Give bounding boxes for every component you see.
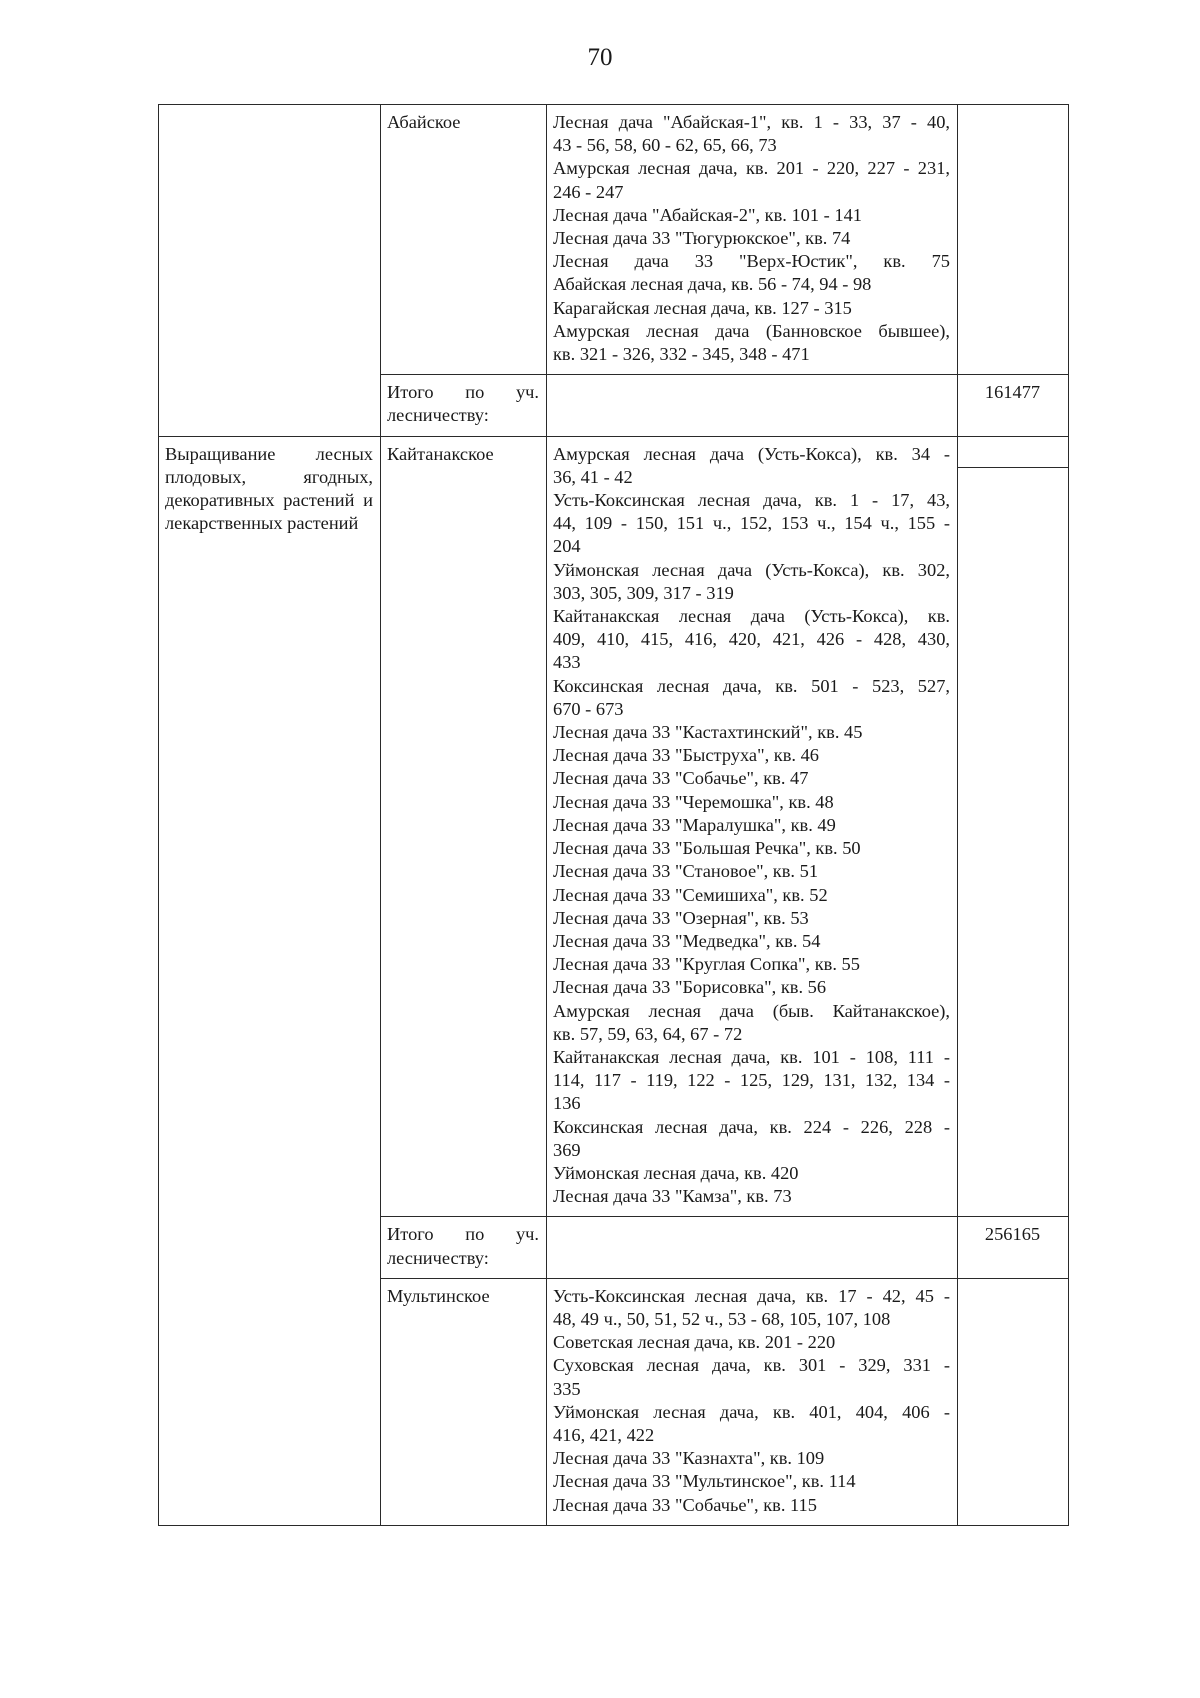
- forest-area-line: Суховская лесная дача, кв. 301 - 329, 331 -: [553, 1355, 950, 1376]
- total-label-line2: лесничеству:: [387, 1247, 489, 1268]
- forest-area-line: Усть-Коксинская лесная дача, кв. 1 - 17, 43,: [553, 490, 950, 511]
- forest-area-line: Амурская лесная дача (Банновское бывшее),: [553, 320, 950, 341]
- total-label-line1: [387, 381, 539, 404]
- forest-area-line: Лесная дача "Абайская-1", кв. 1 - 33, 37 - 40,: [553, 112, 950, 132]
- total-label-word: Итого: [387, 1224, 434, 1245]
- cell-divider: [958, 467, 1068, 468]
- forest-area-line: Лесная дача 33 "Казнахта", кв. 109: [553, 1448, 825, 1469]
- forest-area-line: Карагайская лесная дача, кв. 127 - 315: [553, 297, 852, 318]
- forest-area-line: Лесная дача 33 "Камза", кв. 73: [553, 1186, 792, 1207]
- total-value: 161477: [958, 375, 1069, 436]
- forest-area-line: кв. 57, 59, 63, 64, 67 - 72: [553, 1023, 743, 1044]
- forest-area-line: Лесная дача 33 "Круглая Сопка", кв. 55: [553, 954, 860, 975]
- total-label-word: уч.: [515, 1224, 539, 1245]
- forest-area-line: Советская лесная дача, кв. 201 - 220: [553, 1332, 836, 1353]
- total-value: 256165: [958, 1217, 1069, 1278]
- total-label-word: по: [465, 1224, 485, 1245]
- forest-area-line: Лесная дача "Абайская-2", кв. 101 - 141: [553, 204, 862, 225]
- forestry-table: [158, 104, 1069, 1526]
- page-number: 70: [587, 44, 613, 71]
- forest-area-line: Лесная дача 33 "Собачье", кв. 115: [553, 1494, 817, 1515]
- forest-area-line: Лесная дача 33 "Семишиха", кв. 52: [553, 884, 828, 905]
- forest-area-line: Кайтанакская лесная дача (Усть-Кокса), кв.: [553, 606, 950, 627]
- forest-area-line: Лесная дача 33 "Верх-Юстик", кв. 75: [553, 251, 950, 272]
- total-label-word: по: [465, 382, 485, 403]
- activity-cell: [159, 105, 381, 437]
- forest-area-line: 416, 421, 422: [553, 1424, 655, 1445]
- forest-area-line: 36, 41 - 42: [553, 466, 633, 487]
- area-value-cell: [958, 105, 1069, 375]
- forest-areas-cell: [547, 1278, 958, 1525]
- forest-area-line: Коксинская лесная дача, кв. 224 - 226, 228 -: [553, 1116, 950, 1137]
- forest-area-line: Лесная дача 33 "Тюгурюкское", кв. 74: [553, 228, 851, 249]
- total-label-line1: [387, 1223, 539, 1246]
- forest-area-line: Лесная дача 33 "Черемошка", кв. 48: [553, 791, 834, 812]
- forest-area-line: 433: [553, 652, 581, 673]
- forest-area-line: Лесная дача 33 "Маралушка", кв. 49: [553, 814, 836, 835]
- forest-area-line: 303, 305, 309, 317 - 319: [553, 582, 734, 603]
- forest-area-line: Лесная дача 33 "Кастахтинский", кв. 45: [553, 722, 863, 743]
- total-label-word: Итого: [387, 382, 434, 403]
- forest-area-line: Лесная дача 33 "Большая Речка", кв. 50: [553, 838, 861, 859]
- forest-area-line: 335: [553, 1378, 581, 1399]
- forest-area-line: Лесная дача 33 "Борисовка", кв. 56: [553, 977, 827, 998]
- forest-area-line: 409, 410, 415, 416, 420, 421, 426 - 428, 430,: [553, 629, 950, 650]
- forest-area-line: 369: [553, 1139, 581, 1160]
- forest-areas-cell: [547, 436, 958, 1217]
- activity-cell: Выращивание лесных плодовых, ягодных, декоративных растений и лекарственных растений: [159, 436, 381, 1525]
- forestry-name: Абайское: [381, 105, 547, 375]
- forest-area-line: Уймонская лесная дача, кв. 401, 404, 406 -: [553, 1401, 950, 1422]
- table-row: [159, 436, 1069, 1217]
- forest-area-line: Усть-Коксинская лесная дача, кв. 17 - 42, 45 -: [553, 1285, 950, 1306]
- forest-area-line: Лесная дача 33 "Быструха", кв. 46: [553, 745, 819, 766]
- forest-area-line: Коксинская лесная дача, кв. 501 - 523, 527,: [553, 675, 950, 696]
- forest-area-line: 114, 117 - 119, 122 - 125, 129, 131, 132, 134 -: [553, 1070, 950, 1091]
- forest-area-line: Уймонская лесная дача (Усть-Кокса), кв. 302,: [553, 559, 950, 580]
- area-value-cell: [958, 436, 1069, 1217]
- total-areas-cell: [547, 1217, 958, 1278]
- area-value-cell: [958, 1278, 1069, 1525]
- forest-areas-cell: [547, 105, 958, 375]
- total-label-line2: лесничеству:: [387, 405, 489, 426]
- forest-area-line: 48, 49 ч., 50, 51, 52 ч., 53 - 68, 105, 107, 108: [553, 1308, 891, 1329]
- total-areas-cell: [547, 375, 958, 436]
- forest-area-line: 43 - 56, 58, 60 - 62, 65, 66, 73: [553, 135, 777, 156]
- forest-area-line: Лесная дача 33 "Мультинское", кв. 114: [553, 1471, 856, 1492]
- forest-area-line: Лесная дача 33 "Медведка", кв. 54: [553, 930, 821, 951]
- forest-area-line: Амурская лесная дача (Усть-Кокса), кв. 34 -: [553, 443, 950, 464]
- forest-area-line: 246 - 247: [553, 181, 624, 202]
- forest-area-line: 670 - 673: [553, 698, 624, 719]
- table-row: [159, 105, 1069, 375]
- forest-area-line: Лесная дача 33 "Озерная", кв. 53: [553, 907, 809, 928]
- total-label: [381, 375, 547, 436]
- forestry-name: Мультинское: [381, 1278, 547, 1525]
- forest-area-line: Кайтанакская лесная дача, кв. 101 - 108, 111 -: [553, 1046, 950, 1067]
- forest-area-line: Уймонская лесная дача, кв. 420: [553, 1162, 799, 1183]
- forest-area-line: Амурская лесная дача, кв. 201 - 220, 227 - 231,: [553, 158, 950, 179]
- forest-area-line: 136: [553, 1093, 581, 1114]
- forest-area-line: Амурская лесная дача (быв. Кайтанакское),: [553, 1000, 950, 1021]
- forest-area-line: кв. 321 - 326, 332 - 345, 348 - 471: [553, 344, 810, 365]
- forest-area-line: 204: [553, 536, 581, 557]
- forest-area-line: 44, 109 - 150, 151 ч., 152, 153 ч., 154 ч., 155 -: [553, 513, 950, 534]
- total-label-word: уч.: [515, 382, 539, 403]
- forest-area-line: Лесная дача 33 "Собачье", кв. 47: [553, 768, 809, 789]
- forest-area-line: Абайская лесная дача, кв. 56 - 74, 94 - 98: [553, 274, 872, 295]
- total-label: [381, 1217, 547, 1278]
- forest-area-line: Лесная дача 33 "Становое", кв. 51: [553, 861, 819, 882]
- forestry-name: Кайтанакское: [381, 436, 547, 1217]
